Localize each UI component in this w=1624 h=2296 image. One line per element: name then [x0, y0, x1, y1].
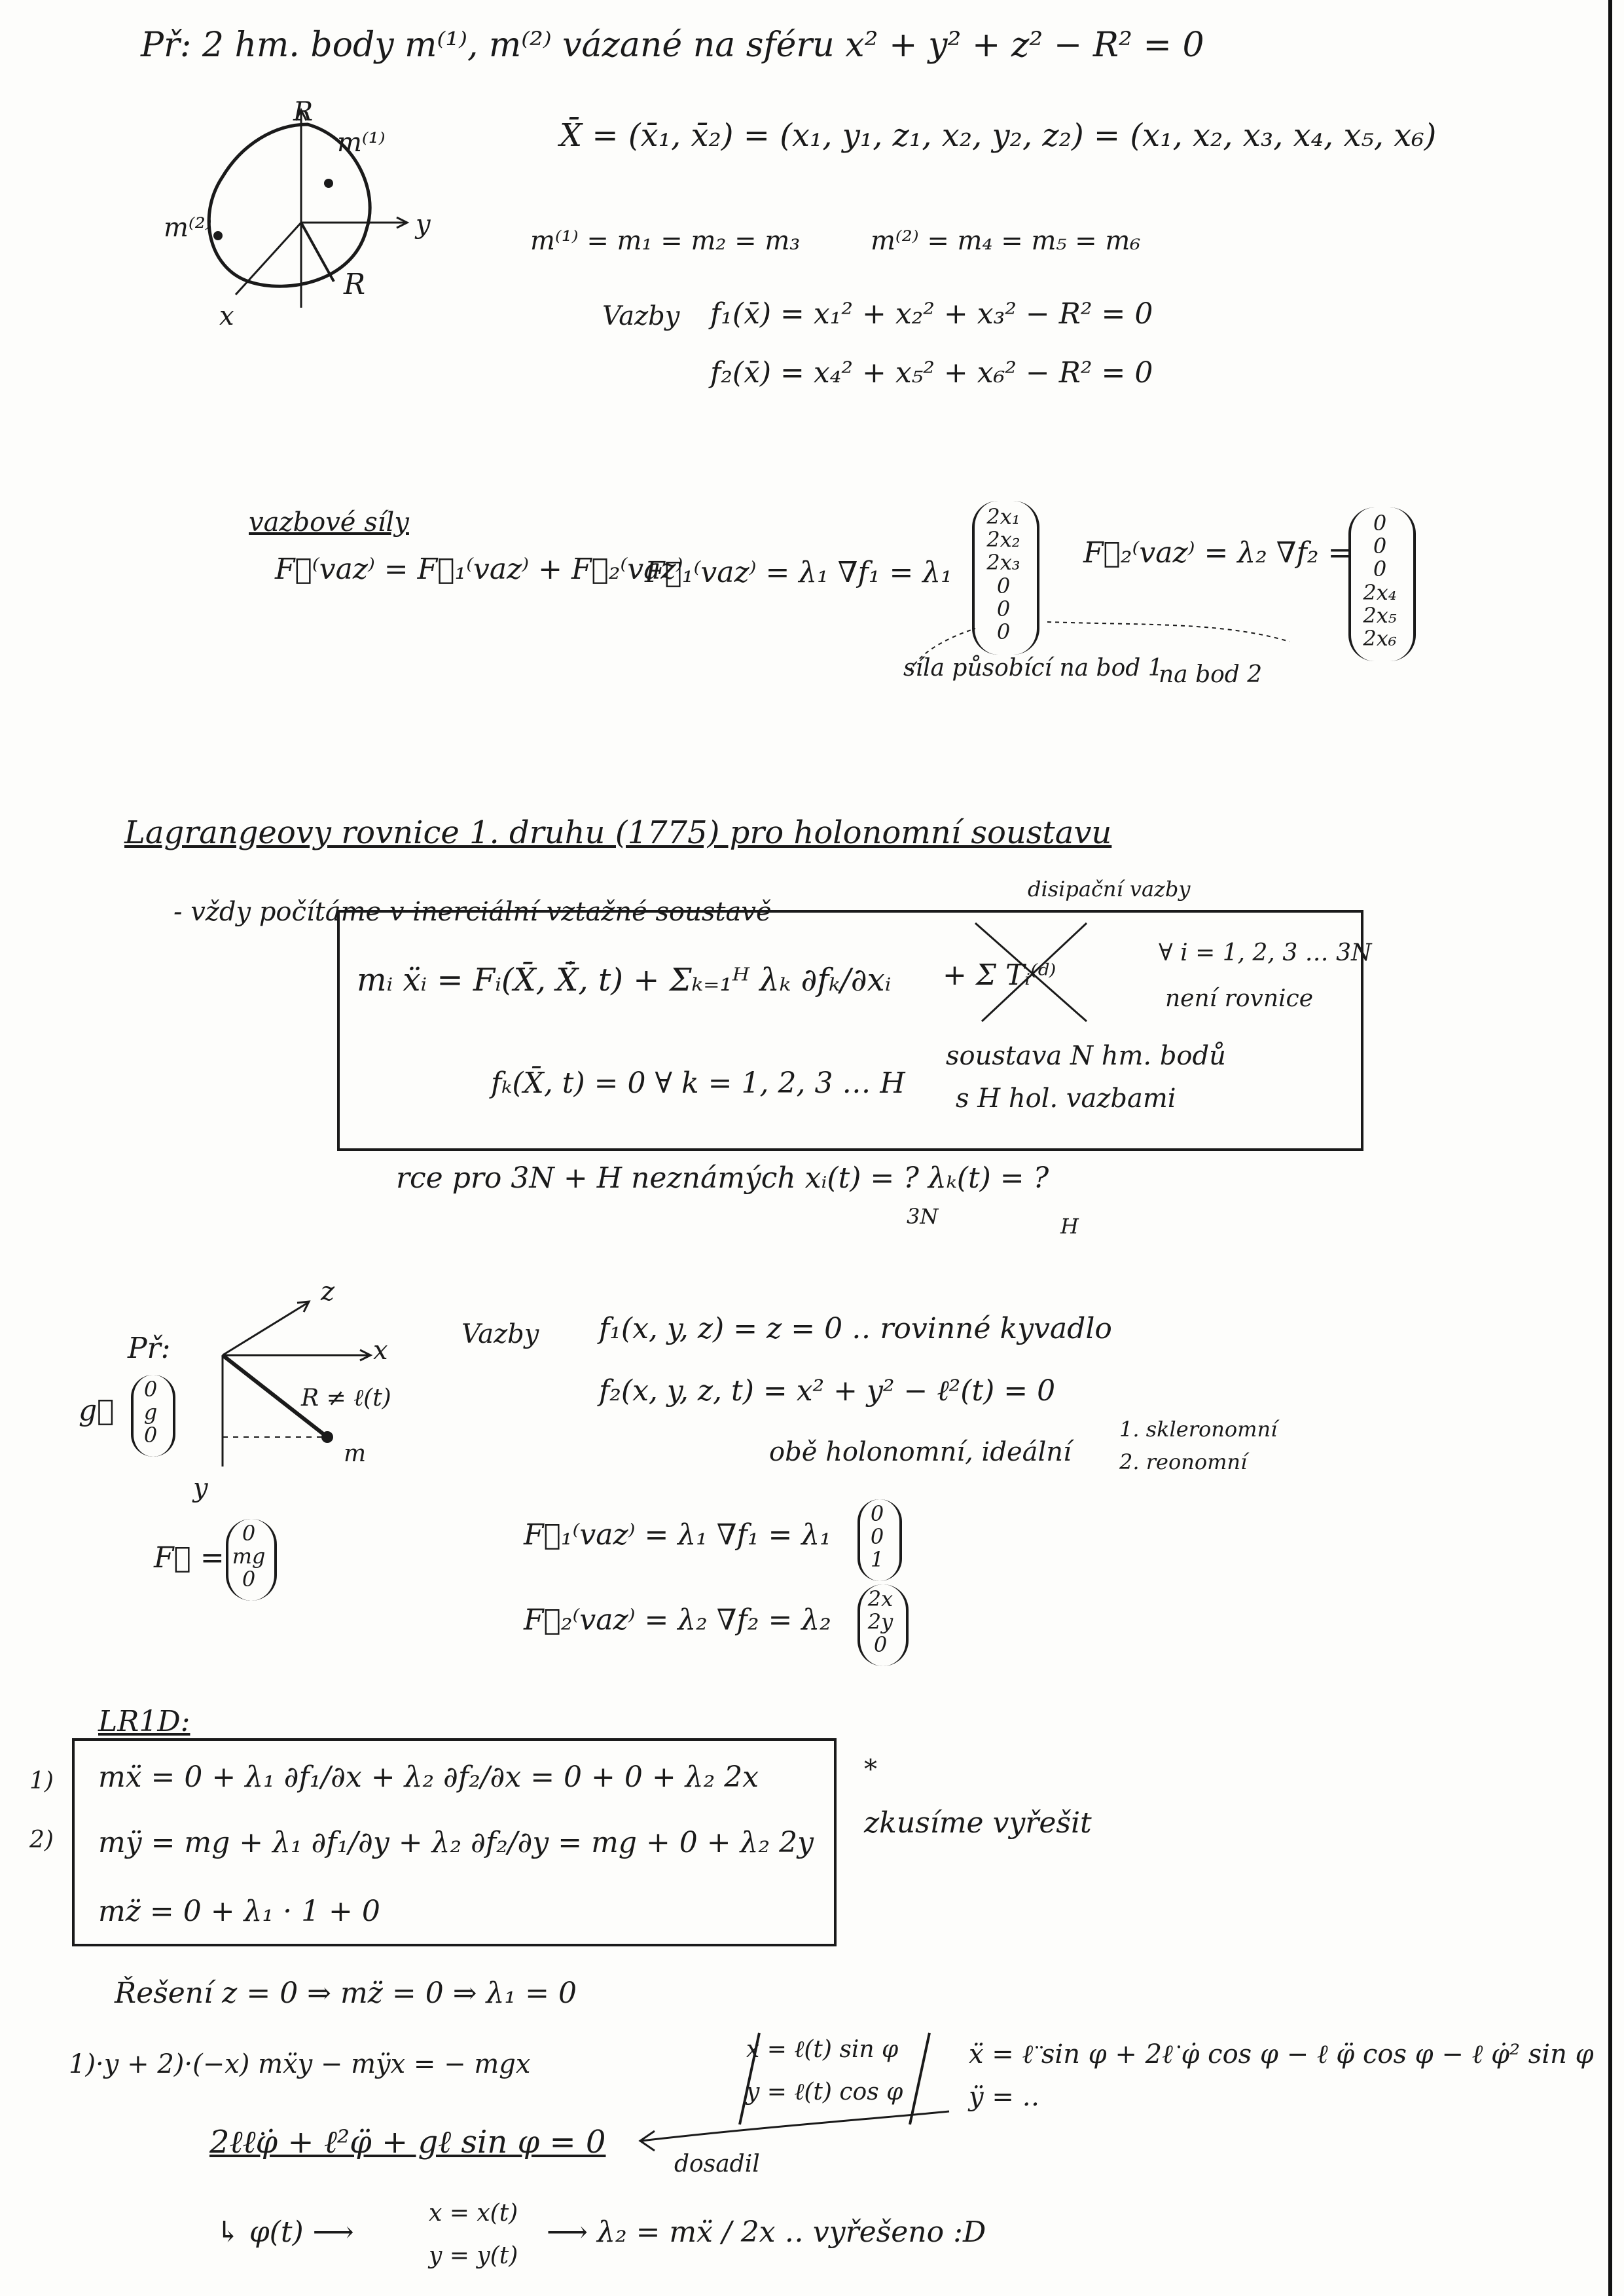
vazby-label-1: Vazby — [602, 301, 680, 331]
substitution-y: y = ℓ(t) cos φ — [746, 2079, 903, 2105]
example2-label: Př: — [128, 1332, 171, 1365]
pendulum-force-1-vector: 0 0 1 — [870, 1501, 884, 1573]
system-description-1: soustava N hm. bodů — [946, 1041, 1226, 1071]
eq-constraint-force-1: F⃗₁⁽vaz⁾ = λ₁ ∇f₁ = λ₁ — [645, 556, 952, 589]
point-m2 — [213, 231, 223, 240]
solution-line: Řešení z = 0 ⇒ mz̈ = 0 ⇒ λ₁ = 0 — [115, 1977, 577, 2010]
equation-of-motion: 2ℓℓ̇φ̇ + ℓ²φ̈ + gℓ sin φ = 0 — [209, 2124, 606, 2160]
pendulum-bob — [321, 1431, 333, 1443]
gradient-vector-1: 2x₁ 2x₂ 2x₃ 0 0 0 — [986, 504, 1020, 644]
eq-constraint-force-2: F⃗₂⁽vaz⁾ = λ₂ ∇f₂ = — [1083, 536, 1352, 570]
example1-title: Př: 2 hm. body m⁽¹⁾, m⁽²⁾ vázané na sféru x² + y² + z² − R² = 0 — [141, 26, 1204, 65]
crossed-out-marks — [969, 917, 1100, 1028]
lagrange-section-title: Lagrangeovy rovnice 1. druhu (1775) pro holonomní soustavu — [124, 814, 1112, 851]
vazby-label-2: Vazby — [461, 1319, 539, 1349]
system-description-2: s H hol. vazbami — [956, 1084, 1176, 1114]
fig-label-m: m — [344, 1440, 367, 1467]
fig-label-m2: m⁽²⁾ — [164, 213, 212, 243]
scan-edge-line — [1608, 0, 1612, 2296]
constraint-forces-label: vazbové síly — [249, 507, 409, 538]
final-x: x = x(t) — [429, 2200, 518, 2227]
point-m1 — [324, 179, 333, 188]
fig-label-y: y — [416, 210, 431, 240]
z-axis — [223, 1303, 308, 1355]
unknowns-count-3N: 3N — [907, 1204, 939, 1229]
constraint-type-2: 2. reonomní — [1119, 1449, 1248, 1474]
fig-label-x: x — [373, 1336, 388, 1366]
fig-label-y: y — [193, 1473, 208, 1503]
x-axis — [236, 223, 301, 295]
eq-lagrange-first-kind: mᵢ ẍᵢ = Fᵢ(X̄, X̄̇, t) + Σₖ₌₁ᴴ λₖ ∂fₖ/∂xᵢ — [357, 962, 892, 998]
try-to-solve-note: zkusíme vyřešit — [864, 1806, 1092, 1840]
eq-pendulum-constraint-1: f₁(x, y, z) = z = 0 ‥ rovinné kyvadlo — [599, 1312, 1112, 1345]
eq-constraint-f2: f₂(x̄) = x₄² + x₅² + x₆² − R² = 0 — [710, 356, 1153, 390]
fig-label-x: x — [219, 301, 234, 331]
eq-lr1d-x: mẍ = 0 + λ₁ ∂f₁/∂x + λ₂ ∂f₂/∂x = 0 + 0 + λ₂ 2x — [98, 1760, 759, 1794]
fig-label-length: R ≠ ℓ(t) — [301, 1385, 391, 1412]
eq-lr1d-z: mz̈ = 0 + λ₁ · 1 + 0 — [98, 1895, 380, 1928]
radius-line — [301, 223, 334, 282]
gravity-vector-label: g⃗ — [79, 1394, 115, 1427]
combination-step: 1)·y + 2)·(−x) mẍy − mÿx = − mgx — [69, 2049, 531, 2079]
note-force-on-body-1: síla působící na bod 1 — [903, 655, 1163, 682]
second-derivative-y: ÿ = ‥ — [969, 2082, 1040, 2112]
eq-holonomic-constraints: fₖ(X̄, t) = 0 ∀ k = 1, 2, 3 … H — [491, 1066, 905, 1100]
fig-label-z: z — [321, 1277, 335, 1307]
inertial-frame-note: - vždy počítáme v inerciální vztažné soustavě — [173, 897, 772, 927]
eq-masses-2: m⁽²⁾ = m₄ = m₅ = m₆ — [871, 226, 1141, 256]
final-lambda: ⟶ λ₂ = mẍ / 2x ‥ vyřešeno :D — [547, 2215, 986, 2249]
unknowns-count-H: H — [1060, 1214, 1079, 1239]
second-derivative-x: ẍ = ℓ̈ sin φ + 2ℓ̇ φ̇ cos φ − ℓ φ̈ cos φ − ℓ φ̇² sin φ — [969, 2039, 1594, 2069]
eq-constraint-f1: f₁(x̄) = x₁² + x₂² + x₃² − R² = 0 — [710, 297, 1153, 331]
fig-label-R2: R — [344, 268, 366, 301]
eq-lr1d-y: mÿ = mg + λ₁ ∂f₁/∂y + λ₂ ∂f₂/∂y = mg + 0 + λ₂ 2y — [98, 1826, 814, 1859]
lr1d-title: LR1D: — [98, 1705, 190, 1738]
gravity-vector: 0 g 0 — [143, 1377, 158, 1448]
substituted-note: dosadil — [674, 2151, 760, 2178]
eq-pendulum-force-1: F⃗₁⁽vaz⁾ = λ₁ ∇f₁ = λ₁ — [524, 1518, 831, 1552]
eq-configuration-vector: X̄ = (x̄₁, x̄₂) = (x₁, y₁, z₁, x₂, y₂, z₂) = (x₁, x₂, x₃, x₄, x₅, x₆) — [560, 117, 1437, 154]
eq-number-1: 1) — [29, 1768, 54, 1795]
constraint-type-1: 1. skleronomní — [1119, 1417, 1278, 1442]
gradient-vector-2: 0 0 0 2x₄ 2x₅ 2x₆ — [1363, 511, 1397, 651]
fig-label-m1: m⁽¹⁾ — [337, 128, 386, 158]
note-force-on-body-2: na bod 2 — [1159, 661, 1263, 688]
eq-pendulum-force-2: F⃗₂⁽vaz⁾ = λ₂ ∇f₂ = λ₂ — [524, 1603, 831, 1637]
eq-pendulum-constraint-2: f₂(x, y, z, t) = x² + y² − ℓ²(t) = 0 — [599, 1374, 1056, 1408]
eq-dissipative-term: + Σ Tᵢ⁽ᵈ⁾ — [943, 958, 1056, 992]
dissipative-constraints-note: disipační vazby — [1028, 877, 1191, 902]
substitution-x: x = ℓ(t) sin φ — [746, 2036, 899, 2063]
final-y: y = y(t) — [429, 2242, 518, 2269]
constraints-type-note: obě holonomní, ideální — [769, 1437, 1072, 1467]
index-range-i: ∀ i = 1, 2, 3 … 3N — [1159, 939, 1372, 966]
pendulum-force-2-vector: 2x 2y 0 — [867, 1586, 893, 1658]
not-an-equation-note: není rovnice — [1165, 985, 1314, 1012]
unknowns-count: rce pro 3N + H neznámých xᵢ(t) = ? λₖ(t) = ? — [396, 1161, 1049, 1195]
star-mark: * — [864, 1755, 877, 1785]
eq-masses-1: m⁽¹⁾ = m₁ = m₂ = m₃ — [530, 226, 801, 256]
eq-number-2: 2) — [29, 1827, 54, 1853]
dosadil-arrow — [622, 2105, 962, 2183]
force-label: F⃗ = — [154, 1541, 225, 1575]
pendulum-figure — [209, 1277, 419, 1473]
force-vector: 0 mg 0 — [232, 1521, 266, 1592]
final-phi: ↳ φ(t) ⟶ — [216, 2215, 354, 2249]
fig-label-R: R — [293, 97, 314, 127]
eq-total-constraint-force: F⃗⁽vaz⁾ = F⃗₁⁽vaz⁾ + F⃗₂⁽vaz⁾ — [275, 553, 683, 586]
